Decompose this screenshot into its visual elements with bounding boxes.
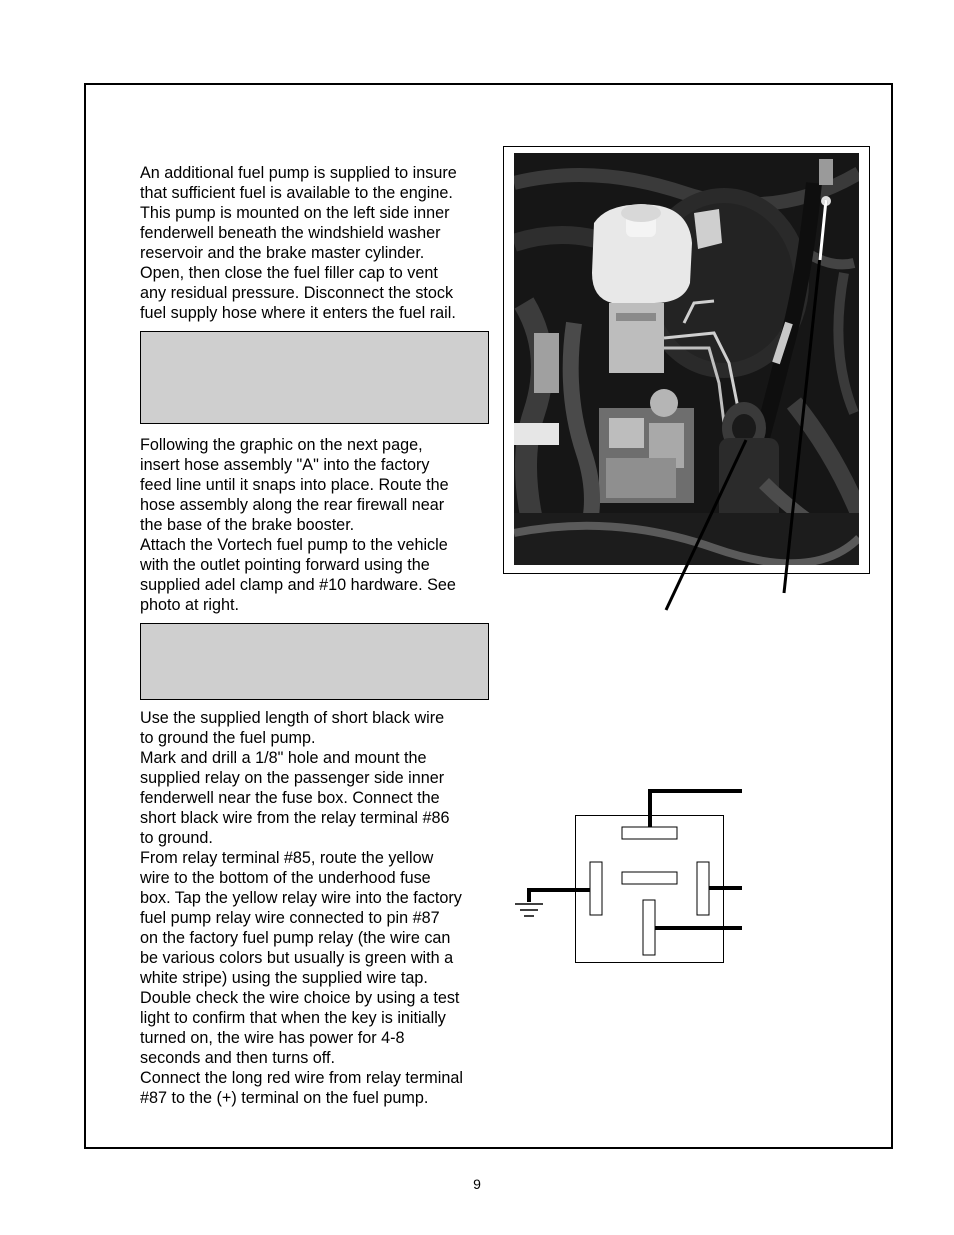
text-line: fenderwell beneath the windshield washer — [140, 224, 441, 242]
text-line: insert hose assembly "A" into the factory — [140, 456, 430, 474]
text-line: to ground. — [140, 829, 213, 847]
text-line: Use the supplied length of short black wire — [140, 709, 445, 727]
text-line: Following the graphic on the next page, — [140, 436, 423, 454]
text-line: An additional fuel pump is supplied to insure — [140, 164, 457, 182]
instruction-paragraph-relay-wiring — [140, 708, 491, 1108]
text-line: that sufficient fuel is available to the engine. — [140, 184, 453, 202]
text-line: This pump is mounted on the left side inner — [140, 204, 450, 222]
text-line: with the outlet pointing forward using the — [140, 556, 430, 574]
ground-symbol-icon — [515, 904, 543, 916]
engine-bay-photo — [514, 153, 859, 565]
text-line: fenderwell near the fuse box. Connect the — [140, 789, 440, 807]
relay-terminal-85 — [697, 862, 709, 915]
relay-wiring-diagram — [510, 785, 750, 965]
text-line: light to confirm that when the key is initially — [140, 1009, 446, 1027]
text-line: hose assembly along the rear firewall near — [140, 496, 445, 514]
text-line: Attach the Vortech fuel pump to the vehicle — [140, 536, 448, 554]
text-line: wire to the bottom of the underhood fuse — [140, 869, 431, 887]
relay-terminal-30 — [643, 900, 655, 955]
text-line: fuel pump relay wire connected to pin #87 — [140, 909, 440, 927]
text-line: Connect the long red wire from relay terminal — [140, 1069, 463, 1087]
text-line: reservoir and the brake master cylinder. — [140, 244, 425, 262]
instruction-paragraph-fuel-pump-intro — [140, 163, 491, 323]
text-line: fuel supply hose where it enters the fuel rail. — [140, 304, 456, 322]
note-box — [140, 623, 489, 700]
relay-terminal-86 — [590, 862, 602, 915]
text-line: Open, then close the fuel filler cap to vent — [140, 264, 438, 282]
text-line: seconds and then turns off. — [140, 1049, 335, 1067]
page-number: 9 — [473, 1176, 481, 1192]
relay-terminal-87a — [622, 872, 677, 884]
instruction-paragraph-hose-and-pump — [140, 435, 491, 615]
text-line: be various colors but usually is green with a — [140, 949, 454, 967]
text-line: supplied relay on the passenger side inner — [140, 769, 445, 787]
engine-bay-photo-frame — [503, 146, 870, 574]
text-line: From relay terminal #85, route the yellow — [140, 849, 434, 867]
text-line: Double check the wire choice by using a test — [140, 989, 460, 1007]
text-line: any residual pressure. Disconnect the stock — [140, 284, 454, 302]
text-line: the base of the brake booster. — [140, 516, 355, 534]
text-line: feed line until it snaps into place. Route the — [140, 476, 449, 494]
text-line: on the factory fuel pump relay (the wire can — [140, 929, 451, 947]
text-line: box. Tap the yellow relay wire into the factory — [140, 889, 462, 907]
text-line: #87 to the (+) terminal on the fuel pump. — [140, 1089, 429, 1107]
note-box — [140, 331, 489, 424]
text-line: Mark and drill a 1/8" hole and mount the — [140, 749, 427, 767]
text-line: short black wire from the relay terminal #86 — [140, 809, 450, 827]
text-line: photo at right. — [140, 596, 239, 614]
relay-terminal-87 — [622, 827, 677, 839]
text-line: white stripe) using the supplied wire tap. — [140, 969, 428, 987]
text-line: turned on, the wire has power for 4-8 — [140, 1029, 405, 1047]
text-line: supplied adel clamp and #10 hardware. See — [140, 576, 456, 594]
text-line: to ground the fuel pump. — [140, 729, 316, 747]
